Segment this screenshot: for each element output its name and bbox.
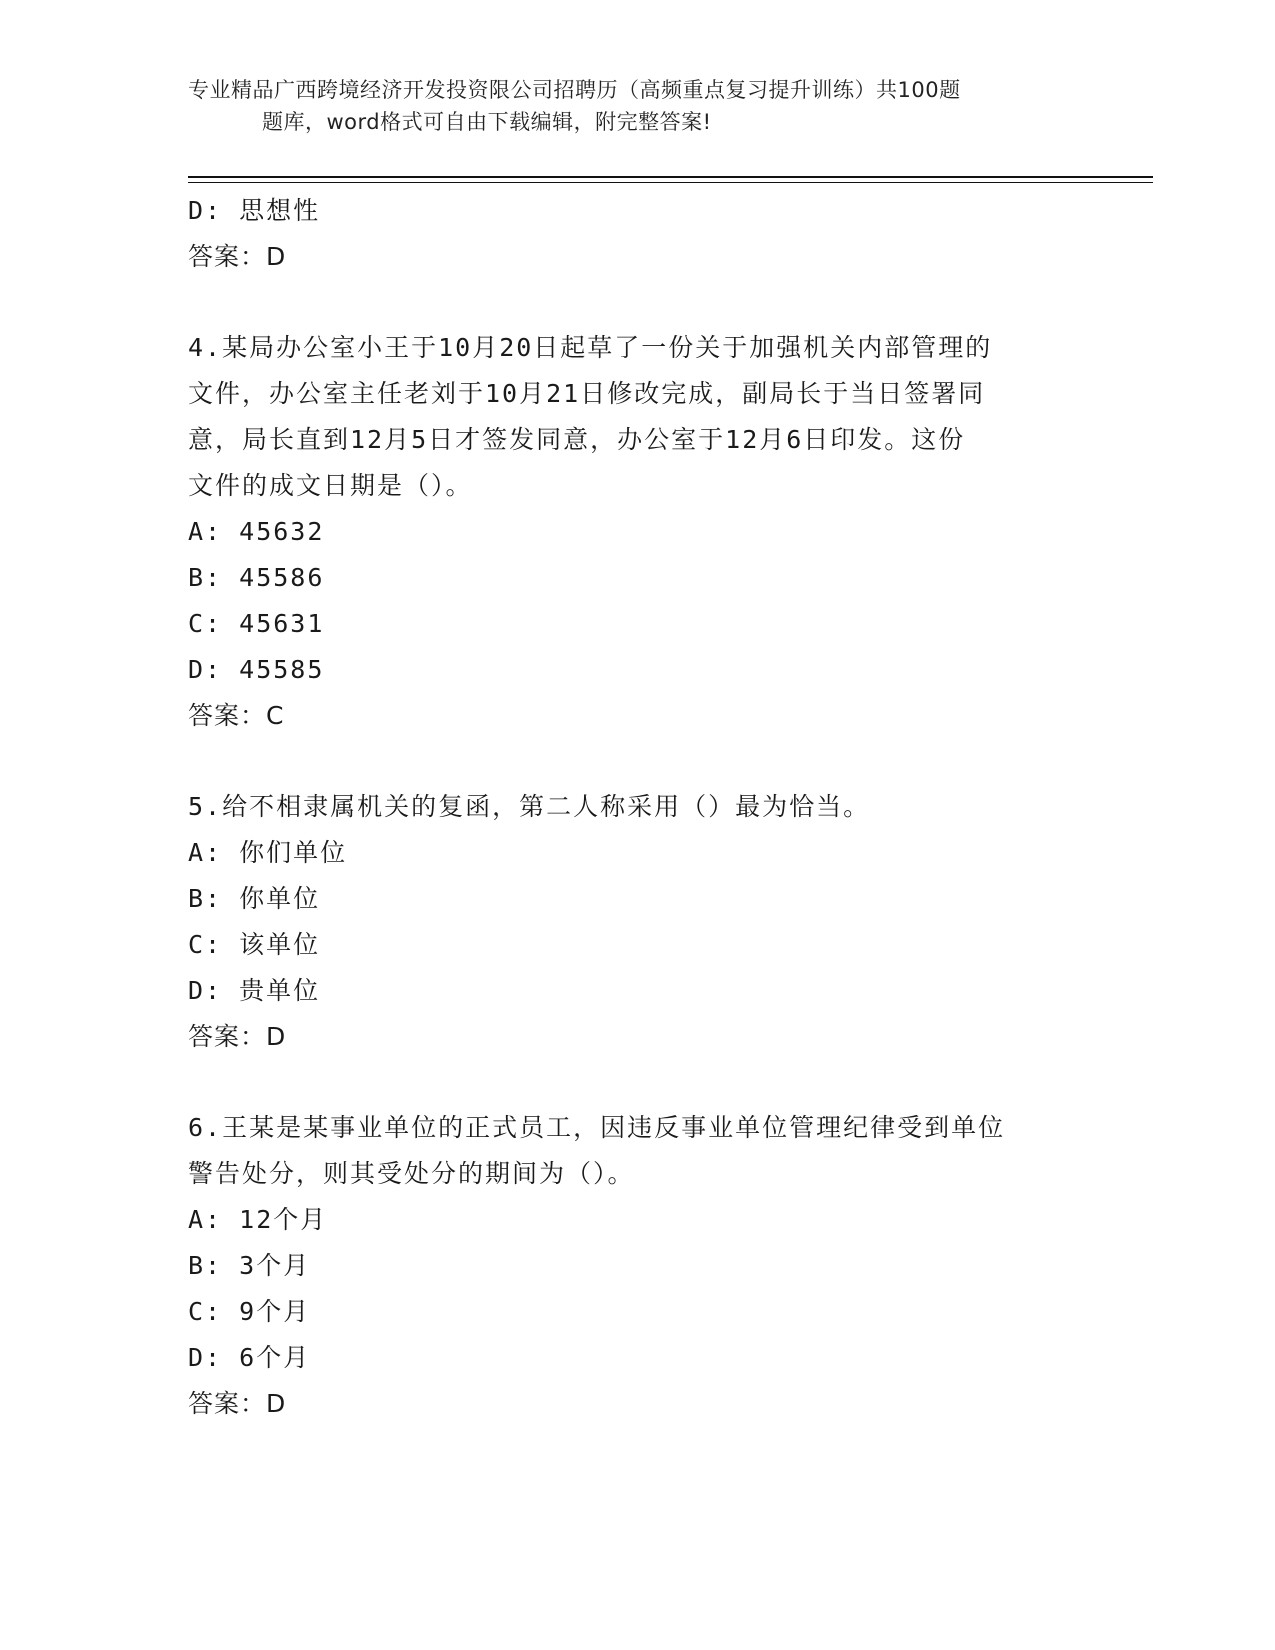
question-5-option-a: A: 你们单位 — [188, 838, 348, 867]
question-6-option-a: A: 12个月 — [188, 1205, 328, 1234]
question-6 — [188, 1105, 1068, 1427]
question-6-line-2: 警告处分，则其受处分的期间为（）。 — [188, 1159, 635, 1188]
header-title-line-1: 专业精品广西跨境经济开发投资限公司招聘历（高频重点复习提升训练）共100题 — [188, 78, 961, 102]
question-5 — [188, 784, 1068, 1060]
question-4-line-1: 4.某局办公室小王于10月20日起草了一份关于加强机关内部管理的 — [188, 333, 993, 362]
prev-question-answer: 答案：D — [188, 242, 287, 271]
question-4-line-3: 意，局长直到12月5日才签发同意，办公室于12月6日印发。这份 — [188, 425, 966, 454]
prev-question-option-d: D: 思想性 — [188, 196, 321, 225]
question-5-option-c: C: 该单位 — [188, 930, 321, 959]
question-6-option-b: B: 3个月 — [188, 1251, 311, 1280]
question-6-option-c: C: 9个月 — [188, 1297, 311, 1326]
question-4-option-a: A: 45632 — [188, 517, 325, 546]
question-4 — [188, 325, 1068, 739]
question-6-answer: 答案：D — [188, 1389, 287, 1418]
question-5-line-1: 5.给不相隶属机关的复函，第二人称采用（）最为恰当。 — [188, 792, 871, 821]
question-4-line-4: 文件的成文日期是（）。 — [188, 471, 473, 500]
question-4-line-2: 文件，办公室主任老刘于10月21日修改完成，副局长于当日签署同 — [188, 379, 986, 408]
question-6-line-1: 6.王某是某事业单位的正式员工，因违反事业单位管理纪律受到单位 — [188, 1113, 1006, 1142]
question-4-answer: 答案：C — [188, 701, 285, 730]
header-title-line-2: 题库，word格式可自由下载编辑，附完整答案! — [262, 110, 712, 134]
document-body — [188, 188, 1068, 1427]
header-rule-thin — [188, 182, 1153, 183]
question-5-option-b: B: 你单位 — [188, 884, 321, 913]
header-rule-thick — [188, 176, 1153, 178]
question-6-option-d: D: 6个月 — [188, 1343, 311, 1372]
question-5-option-d: D: 贵单位 — [188, 976, 321, 1005]
question-4-option-d: D: 45585 — [188, 655, 325, 684]
question-4-option-c: C: 45631 — [188, 609, 325, 638]
document-header — [188, 74, 1088, 138]
question-5-answer: 答案：D — [188, 1022, 287, 1051]
question-4-option-b: B: 45586 — [188, 563, 325, 592]
